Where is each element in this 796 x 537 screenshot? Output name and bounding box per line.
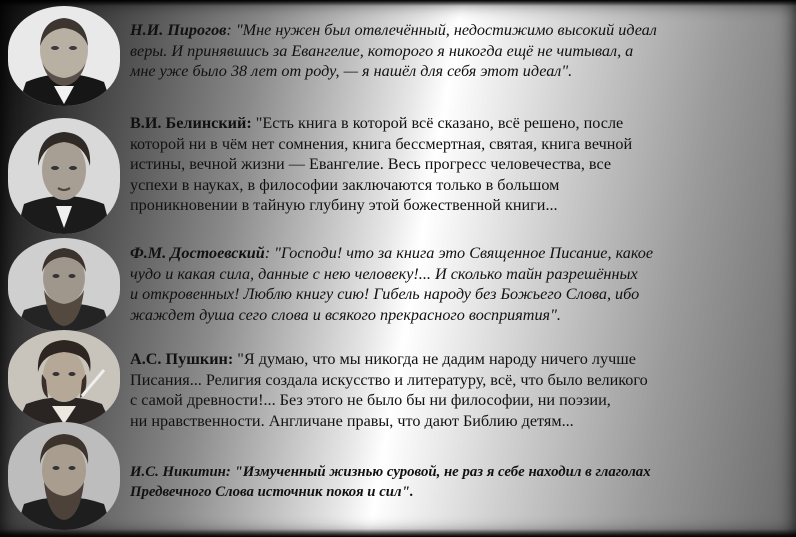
quote-text: "Я думаю, что мы никогда не дадим народу ничего лучше xyxy=(237,350,636,368)
quote-line xyxy=(130,349,785,370)
quote-line xyxy=(130,20,785,41)
portrait-belinsky xyxy=(8,118,120,234)
portrait-dostoevsky xyxy=(8,238,120,332)
pushkin-portrait-image xyxy=(8,330,120,426)
quote-line: жаждет душа сего слова и всякого прекрасного восприятия". xyxy=(130,305,561,324)
quote-line: чудо и какая сила, данные с нею человеку!... И сколько тайн разрешённых xyxy=(130,264,638,283)
quote-dostoevsky xyxy=(130,243,785,325)
dostoevsky-portrait-image xyxy=(8,238,120,332)
quote-separator: : xyxy=(264,244,275,262)
portrait-nikitin xyxy=(8,422,120,530)
quote-line: успехи в науках, в философии заключаются только в большом xyxy=(130,175,560,194)
quote-pushkin xyxy=(130,349,785,431)
quote-text: "Мне нужен был отвлечённый, недостижимо высокий идеал xyxy=(235,21,657,39)
quote-nikitin xyxy=(130,462,785,502)
quote-author: В.И. Белинский: xyxy=(130,114,252,132)
quote-line: с самой древности!... Без этого не было бы ни философии, ни поэзии, xyxy=(130,391,611,409)
quote-line xyxy=(130,243,785,264)
bottom-shadow xyxy=(0,529,796,537)
quote-text: "Господи! что за книга это Священное Писание, какое xyxy=(274,244,654,262)
quote-line: проникновении в тайную глубину этой божественной книги... xyxy=(130,196,558,214)
quote-separator: : xyxy=(226,21,236,39)
belinsky-portrait-image xyxy=(8,118,120,234)
quote-line xyxy=(130,113,785,134)
quote-author: Н.И. Пирогов xyxy=(130,21,227,39)
top-shadow xyxy=(0,0,796,6)
quote-line: веры. И принявшись за Евангелие, которого я никогда ещё не читывал, а xyxy=(130,41,634,60)
portrait-pirogov xyxy=(8,6,120,106)
quote-pirogov xyxy=(130,20,785,82)
quote-text: "Измученный жизнью суровой, не раз я себе находил в глаголах xyxy=(234,464,651,480)
pirogov-portrait-image xyxy=(8,6,120,106)
quote-line: которой ни в чём нет сомнения, книга бессмертная, святая, книга вечной xyxy=(130,134,633,153)
quote-author: Ф.М. Достоевский xyxy=(130,244,265,262)
quote-line: мне уже было 38 лет от роду, — я нашёл для себя этот идеал". xyxy=(130,62,573,80)
quote-line xyxy=(130,462,785,482)
portrait-pushkin xyxy=(8,330,120,426)
quote-belinsky xyxy=(130,113,785,216)
quote-line: Писания... Религия создала искусство и литературу, всё, что было великого xyxy=(130,370,648,389)
quote-line: ни нравственности. Англичане правы, что дают Библию детям... xyxy=(130,411,574,430)
quote-author: А.С. Пушкин: xyxy=(130,350,234,368)
quote-line: Предвечного Слова источник покоя и сил". xyxy=(130,484,414,500)
quote-text: "Есть книга в которой всё сказано, всё решено, после xyxy=(255,114,624,132)
nikitin-portrait-image xyxy=(8,422,120,530)
quote-line: и откровенных! Люблю книгу сию! Гибель народу без Божьего Слова, ибо xyxy=(130,285,640,303)
quote-author: И.С. Никитин: xyxy=(130,464,231,480)
quote-line: истины, вечной жизни — Евангелие. Весь прогресс человечества, все xyxy=(130,155,612,173)
